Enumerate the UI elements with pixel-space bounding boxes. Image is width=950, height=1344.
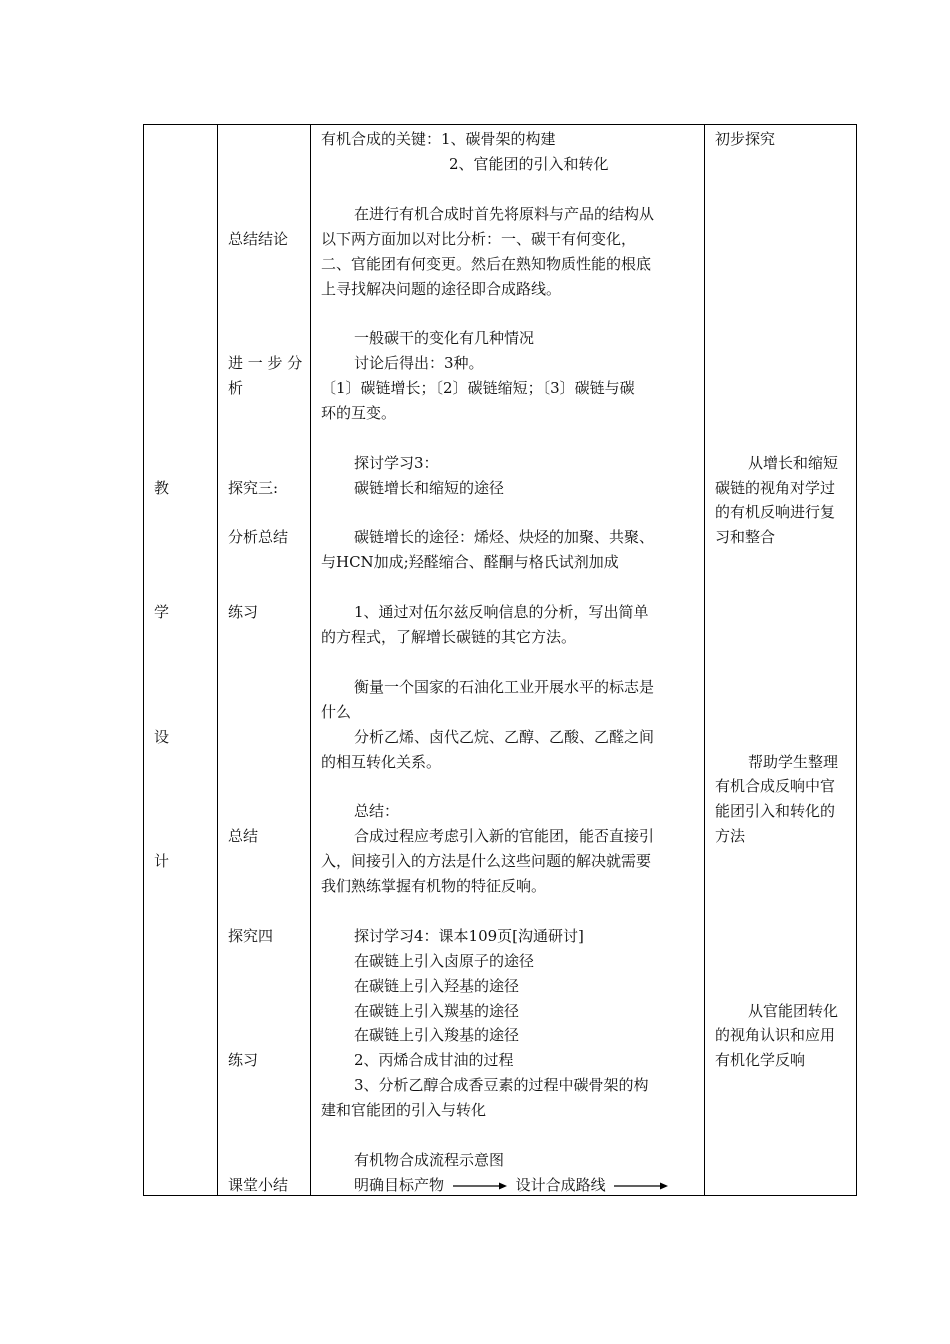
content-line: 3、分析乙醇合成香豆素的过程中碳骨架的构 — [354, 1076, 649, 1094]
column-divider-2 — [310, 125, 311, 1195]
intent-line: 习和整合 — [715, 528, 776, 546]
content-line: 2、官能团的引入和转化 — [449, 155, 609, 173]
content-line: 探讨学习4：课本109页[沟通研讨] — [354, 927, 584, 945]
intent-line: 初步探究 — [715, 130, 776, 148]
content-line: 〔1〕碳链增长；〔2〕碳链缩短；〔3〕碳链与碳 — [321, 379, 635, 397]
stage-further-analysis: 进 一 步 分 — [228, 354, 303, 372]
intent-line: 方法 — [715, 827, 746, 845]
content-line: 在碳链上引入羰基的途径 — [354, 1002, 520, 1020]
stage-explore-4: 探究四 — [228, 927, 274, 945]
content-line: 入，间接引入的方法是什么这些问题的解决就需要 — [321, 852, 652, 870]
content-line: 我们熟练掌握有机物的特征反响。 — [321, 877, 547, 895]
intent-line: 碳链的视角对学过 — [715, 479, 836, 497]
stage-explore-3: 探究三: — [228, 479, 279, 497]
content-line: 有机物合成流程示意图 — [354, 1151, 505, 1169]
column-divider-3 — [704, 125, 705, 1195]
stage-class-summary: 课堂小结 — [228, 1176, 289, 1194]
content-line: 二、官能团有何变更。然后在熟知物质性能的根底 — [321, 255, 652, 273]
right-arrow-icon — [453, 1181, 507, 1191]
flow-step-target-product: 明确目标产物 — [354, 1176, 445, 1194]
content-line: 碳链增长和缩短的途径 — [354, 479, 505, 497]
intent-line: 有机化学反响 — [715, 1051, 806, 1069]
content-line: 在碳链上引入卤原子的途径 — [354, 952, 535, 970]
content-line: 与HCN加成;羟醛缩合、醛酮与格氏试剂加成 — [321, 553, 619, 571]
intent-line: 从增长和缩短 — [748, 454, 839, 472]
intent-line: 有机合成反响中官 — [715, 777, 836, 795]
stage-practice-1: 练习 — [228, 603, 259, 621]
intent-line: 帮助学生整理 — [748, 753, 839, 771]
content-line: 碳链增长的途径：烯烃、炔烃的加聚、共聚、 — [354, 528, 655, 546]
content-line: 衡量一个国家的石油化工业开展水平的标志是 — [354, 678, 655, 696]
col1-char-3: 设 — [154, 728, 170, 746]
content-line: 有机合成的关键：1、碳骨架的构建 — [321, 130, 556, 148]
col1-char-1: 教 — [154, 479, 170, 497]
intent-line: 从官能团转化 — [748, 1002, 839, 1020]
content-line: 2、丙烯合成甘油的过程 — [354, 1051, 514, 1069]
flow-step-design-route: 设计合成路线 — [515, 1176, 606, 1194]
stage-summary-conclusion: 总结结论 — [228, 230, 289, 248]
content-line: 建和官能团的引入与转化 — [321, 1101, 487, 1119]
content-line: 一般碳干的变化有几种情况 — [354, 329, 535, 347]
content-line: 上寻找解决问题的途径即合成路线。 — [321, 280, 562, 298]
content-line: 总结： — [354, 802, 400, 820]
lesson-design-table — [143, 124, 857, 1196]
content-line: 合成过程应考虑引入新的官能团，能否直接引 — [354, 827, 655, 845]
content-line: 在进行有机合成时首先将原料与产品的结构从 — [354, 205, 655, 223]
stage-further-analysis-2: 析 — [228, 379, 244, 397]
content-line: 环的互变。 — [321, 404, 397, 422]
right-arrow-icon — [614, 1181, 668, 1191]
column-divider-1 — [217, 125, 218, 1195]
stage-analysis-summary: 分析总结 — [228, 528, 289, 546]
stage-summary: 总结 — [228, 827, 259, 845]
col1-char-2: 学 — [154, 603, 170, 621]
content-line: 什么 — [321, 703, 352, 721]
content-line: 以下两方面加以对比分析：一、碳干有何变化， — [321, 230, 637, 248]
intent-line: 能团引入和转化的 — [715, 802, 836, 820]
stage-practice-2: 练习 — [228, 1051, 259, 1069]
intent-line: 的有机反响进行复 — [715, 503, 836, 521]
intent-line: 的视角认识和应用 — [715, 1026, 836, 1044]
content-line: 探讨学习3： — [354, 454, 439, 472]
content-line: 讨论后得出：3种。 — [354, 354, 484, 372]
content-line: 分析乙烯、卤代乙烷、乙醇、乙酸、乙醛之间 — [354, 728, 655, 746]
content-line: 的方程式，了解增长碳链的其它方法。 — [321, 628, 577, 646]
content-line: 在碳链上引入羧基的途径 — [354, 1026, 520, 1044]
content-line: 1、通过对伍尔兹反响信息的分析，写出简单 — [354, 603, 649, 621]
content-line: 的相互转化关系。 — [321, 753, 442, 771]
content-line: 在碳链上引入羟基的途径 — [354, 977, 520, 995]
col1-char-4: 计 — [154, 852, 170, 870]
flow-diagram-row — [321, 1173, 672, 1198]
